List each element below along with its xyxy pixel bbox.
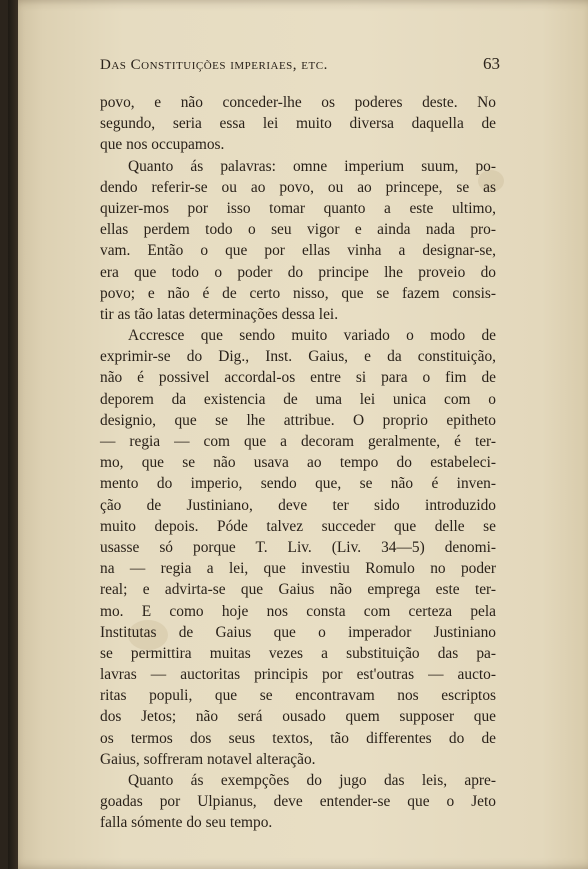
text-line: falla sómente do seu tempo. xyxy=(100,814,273,832)
text-line: tir as tão latas determinações dessa lei. xyxy=(100,305,339,323)
text-line: ção de Justiniano, deve ter sido introduzido xyxy=(100,496,496,514)
text-line: mento do imperio, sendo que, se não é inven- xyxy=(100,475,496,493)
text-line: deporem da existencia de uma lei unica com o xyxy=(100,390,496,408)
text-line: segundo, seria essa lei muito diversa daquella de xyxy=(100,115,496,133)
text-line: real; e advirta-se que Gaius não emprega este ter- xyxy=(100,581,496,599)
text-line: Quanto ás palavras: omne imperium suum, po- xyxy=(128,157,496,175)
text-line: era que todo o poder do principe lhe proveio do xyxy=(100,263,496,281)
text-line: ritas populi, que se encontravam nos escriptos xyxy=(100,687,496,705)
text-line: os termos dos seus textos, tão differentes do de xyxy=(100,729,496,747)
book-spine xyxy=(8,0,18,869)
text-line: dos Jetos; não será ousado quem supposer que xyxy=(100,708,496,726)
body-text xyxy=(100,92,496,834)
page-number: 63 xyxy=(483,54,500,73)
text-line: — regia — com que a decoram geralmente, é ter- xyxy=(100,433,496,450)
text-line: dendo referir-se ou ao povo, ou ao princepe, se as xyxy=(100,178,496,196)
text-line: quizer-mos por isso tomar quanto a este ultimo, xyxy=(100,199,496,217)
text-line: designio, que se lhe attribue. O proprio epitheto xyxy=(100,411,496,429)
text-line: se permittira muitas vezes a substituição das pa- xyxy=(100,644,496,662)
text-line: vam. Então o que por ellas vinha a designar-se, xyxy=(100,242,496,260)
text-line: Institutas de Gaius que o imperador Justiniano xyxy=(100,623,496,641)
text-line: não é possivel accordal-os entre si para o fim de xyxy=(100,369,496,387)
text-line: usasse só porque T. Liv. (Liv. 34—5) denomi- xyxy=(100,538,496,556)
text-line: na — regia a lei, que investiu Romulo no poder xyxy=(100,560,496,578)
text-line: Accresce que sendo muito variado o modo de xyxy=(128,327,496,345)
text-line: povo; e não é de certo nisso, que se fazem consis- xyxy=(100,284,496,302)
text-line: Gaius, soffreram notavel alteração. xyxy=(100,750,316,768)
text-line: Quanto ás exempções do jugo das leis, apre- xyxy=(128,772,496,789)
text-line: goadas por Ulpianus, deve entender-se que o Jeto xyxy=(100,793,496,811)
text-line: lavras — auctoritas principis por est'outras — aucto- xyxy=(100,666,496,684)
book-page xyxy=(8,0,588,869)
text-line: que nos occupamos. xyxy=(100,136,225,154)
text-line: exprimir-se do Dig., Inst. Gaius, e da constituição, xyxy=(100,348,496,366)
running-head: Das Constituições imperiaes, etc. xyxy=(100,57,328,73)
text-line: mo, que se não usava ao tempo do estabeleci- xyxy=(100,454,496,472)
text-line: povo, e não conceder-lhe os poderes deste. No xyxy=(100,94,496,111)
text-line: mo. E como hoje nos consta com certeza pela xyxy=(100,602,496,620)
text-line: muito depois. Póde talvez succeder que delle se xyxy=(100,517,496,535)
page-header xyxy=(100,54,500,76)
text-line: ellas perdem todo o seu vigor e ainda nada pro- xyxy=(100,221,496,239)
